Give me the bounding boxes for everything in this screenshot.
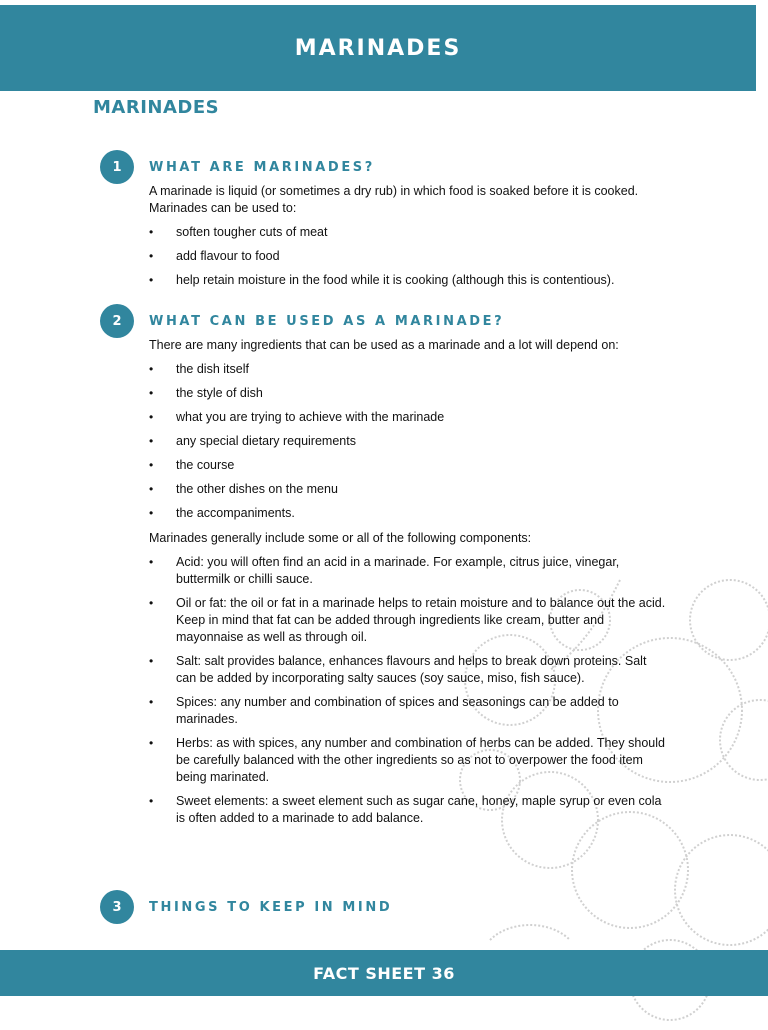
footer-banner bbox=[0, 950, 768, 996]
document-heading: MARINADES bbox=[93, 97, 220, 118]
section-number-badge: 1 bbox=[100, 150, 134, 184]
list-item: • the style of dish bbox=[149, 385, 669, 402]
section-number-badge: 2 bbox=[100, 304, 134, 338]
list-item: • Salt: salt provides balance, enhances flavours and helps to break down proteins. Salt can be added by incorporating salty sauces (soy sauce, miso, fish sauce). bbox=[149, 653, 669, 687]
footer-title: FACT SHEET 36 bbox=[313, 963, 455, 983]
list-item: • the dish itself bbox=[149, 361, 669, 378]
list-item: • Oil or fat: the oil or fat in a marinade helps to retain moisture and to balance out the acid. Keep in mind that fat can be added through ingredients like cream, butter and mayonnaise as well as through oil. bbox=[149, 595, 669, 646]
list-item: • Herbs: as with spices, any number and combination of herbs can be added. They should be carefully balanced with the other ingredients so as not to overpower the food item being marinated. bbox=[149, 735, 669, 786]
list-item: • what you are trying to achieve with the marinade bbox=[149, 409, 669, 426]
list-item: • the course bbox=[149, 457, 669, 474]
header-title: MARINADES bbox=[294, 35, 462, 61]
section-2-components-list bbox=[149, 554, 669, 827]
section-title: WHAT ARE MARINADES? bbox=[149, 159, 375, 175]
section-title: WHAT CAN BE USED AS A MARINADE? bbox=[149, 313, 505, 329]
list-item: • soften tougher cuts of meat bbox=[149, 224, 669, 241]
section-1-intro: A marinade is liquid (or sometimes a dry rub) in which food is soaked before it is cooked. Marinades can be used to: bbox=[149, 184, 639, 215]
list-item: • add flavour to food bbox=[149, 248, 669, 265]
list-item: • Acid: you will often find an acid in a marinade. For example, citrus juice, vinegar, buttermilk or chilli sauce. bbox=[149, 554, 669, 588]
section-title: THINGS TO KEEP IN MIND bbox=[149, 899, 393, 915]
header-banner bbox=[0, 5, 756, 91]
section-2-list bbox=[149, 361, 669, 522]
section-3-header bbox=[100, 890, 392, 924]
list-item: • Spices: any number and combination of spices and seasonings can be added to marinades. bbox=[149, 694, 669, 728]
list-item: • the other dishes on the menu bbox=[149, 481, 669, 498]
section-2-intro: There are many ingredients that can be used as a marinade and a lot will depend on: bbox=[149, 338, 619, 352]
section-1-list bbox=[149, 224, 669, 289]
section-number-badge: 3 bbox=[100, 890, 134, 924]
list-item: • any special dietary requirements bbox=[149, 433, 669, 450]
list-item: • Sweet elements: a sweet element such as sugar cane, honey, maple syrup or even cola is often added to a marinade to add balance. bbox=[149, 793, 669, 827]
section-1-header bbox=[100, 150, 375, 184]
section-2-components-intro: Marinades generally include some or all of the following components: bbox=[149, 531, 532, 545]
list-item: • help retain moisture in the food while it is cooking (although this is contentious). bbox=[149, 272, 669, 289]
list-item: • the accompaniments. bbox=[149, 505, 669, 522]
section-2-header bbox=[100, 304, 504, 338]
